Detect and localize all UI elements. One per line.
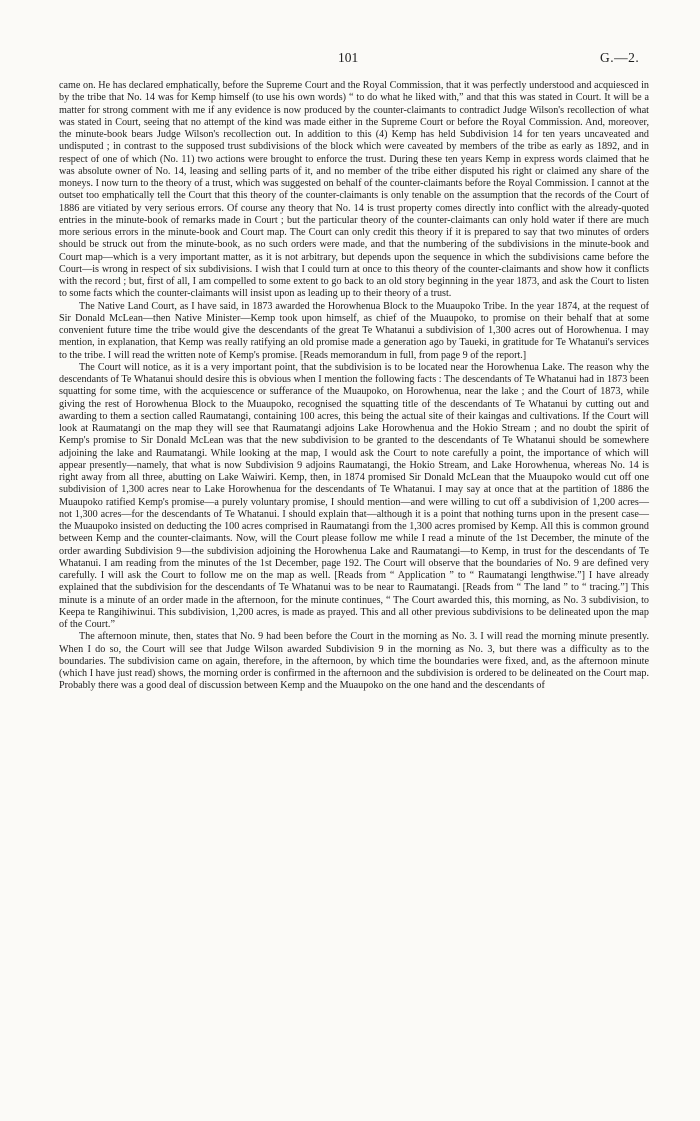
paragraph: The Court will notice, as it is a very important point, that the subdivision is to be located near the Horowhenua Lake. The reason why the descendants of Te Whatanui should desire this is obvious when I mention the following facts : The descendants of Te Whatanui had in 1873 been squatting for some time, with the acquiescence or sufferance of the Muaupoko, on Horowhenua, near the lake ; and the Court of 1873, while giving the rest of Horowhenua Block to the Muaupoko, recognised the squatting title of the descendants of Te Whatanui by cutting out and awarding to them a section called Raumatangi, containing 100 acres, this being the actual site of their kaingas and cultivations. If the Court will look at Raumatangi on the map they will see that Raumatangi adjoins Lake Horowhenua and the Hokio Stream ; and no doubt the spirit of Kemp's promise to Sir Donald McLean was that the new subdivision to be granted to the descendants of Te Whatanui should be somewhere adjoining the lake and Raumatangi. While looking at the map, I would ask the Court to note carefully a point, the importance of which will appear presently—namely, that what is now Subdivision 9 adjoins Raumatangi, the Hokio Stream, and Lake Horowhenua, whereas No. 14 is right away from all three, abutting on Lake Waiwiri. Kemp, then, in 1874 promised Sir Donald McLean that the Muaupoko would cut off one subdivision of 1,300 acres near to Lake Horowhenua for the descendants of Te Whatanui. I may say at once that at the partition of 1886 the Muaupoko ratified Kemp's promise—a purely voluntary promise, I should mention—and were willing to cut off a subdivision of 1,200 acres—not 1,300 acres—for the descendants of Te Whatanui. I should explain that—although it is a point that nothing turns upon in the present case—the Muaupoko insisted on deducting the 100 acres comprised in Raumatangi from the 1,300 acres promised by Kemp. All this is common ground between Kemp and the counter-claimants. Now, will the Court please follow me while I read a minute of the 1st December, the minute of the order awarding Subdivision 9—the subdivision adjoining the Horowhenua Lake and Raumatangi—to Kemp, in trust for the descendants of Te Whatanui. I am reading from the minutes of the 1st December, page 192. The Court will observe that the boundaries of No. 9 are defined very carefully. I will ask the Court to follow me on the map as well. [Reads from “ Application ” to “ Raumatangi lengthwise.”] I have already explained that the subdivision for the descendants of Te Whatanui was to be near to Raumatangi. [Reads from “ The land ” to “ tracing.”] This minute is a minute of an order made in the afternoon, for the minute continues, “ The Court awarded this, this morning, as No. 3 subdivision, to Keepa te Rangihiwinui. This subdivision, 1,200 acres, is made as prayed. This and all other previous subdivisions to be delineated upon the map of the Court.” [59,361,649,630]
page-header [0,50,700,70]
paragraph: The Native Land Court, as I have said, in 1873 awarded the Horowhenua Block to the Muaupoko Tribe. In the year 1874, at the request of Sir Donald McLean—then Native Minister—Kemp took upon himself, as chief of the Muaupoko, to promise on their behalf that at some convenient future time the tribe would give the descendants of the great Te Whatanui a subdivision of 1,300 acres out of Horowhenua. I may mention, in explanation, that Kemp was really ratifying an old promise made a generation ago by Taueki, in gratitude for Te Whatanui's services to the tribe. I will read the written note of Kemp's promise. [Reads memorandum in full, from page 9 of the report.] [59,300,649,361]
page-number: 101 [338,50,359,65]
paragraph: came on. He has declared emphatically, before the Supreme Court and the Royal Commission, that it was perfectly understood and acquiesced in by the tribe that No. 14 was for Kemp himself (to use his own words) “ to do what he liked with,” and that this was stated in Court. It will be a matter for strong comment with me if any evidence is now produced by the counter-claimants to contradict Judge Wilson's recollection of what was stated in Court, seeing that no attempt of the kind was made either in the Supreme Court or before the Royal Commission. And, moreover, the minute-book bears Judge Wilson's recollection out. In addition to this (4) Kemp has held Subdivision 14 for ten years uncaveated and undisputed ; in contrast to the supposed trust subdivisions of the block which were caveated by members of the tribe as early as 1892, and in respect of one of which (No. 11) two actions were brought to enforce the trust. During these ten years Kemp in express words claimed that he was absolute owner of No. 14, leasing and selling parts of it, and no member of the tribe either disputed his right or claimed any share of the moneys. I now turn to the theory of a trust, which was suggested on behalf of the counter-claimants before the Royal Commission. I cannot at the outset too emphatically tell the Court that this theory of the counter-claimants is only tenable on the assumption that the records of the Court of 1886 are vitiated by very serious errors. Of course any theory that No. 14 is trust property comes directly into conflict with the already-quoted entries in the minute-book of remarks made in Court ; but the particular theory of the counter-claimants can only hold water if there are much more serious errors in the minute-book and Court map. The Court can only credit this theory if it is prepared to say that two minutes of orders should be struck out from the minute-book, as no such orders were made, and that the numbering of the subdivisions in the minute-book and Court map—which is a very important matter, as it is not arbitrary, but depends upon the sequence in which the subdivisions came before the Court—is wrong in respect of six subdivisions. I wish that I could turn at once to this theory of the counter-claimants and show how it conflicts with the record ; but, first of all, I am compelled to some extent to go back to an old story beginning in the year 1873, and ask the Court to listen to some facts which the counter-claimants will insist upon as leading up to their theory of a trust. [59,80,649,300]
document-reference: G.—2. [600,50,640,65]
body-text [59,80,649,693]
paragraph: The afternoon minute, then, states that No. 9 had been before the Court in the morning as No. 3. I will read the morning minute presently. When I do so, the Court will see that Judge Wilson awarded Subdivision 9 in the morning as No. 3, but there was a difficulty as to the boundaries. The subdivision came on again, therefore, in the afternoon, by which time the boundaries were fixed, and, as the afternoon minute (which I have just read) shows, the morning order is confirmed in the afternoon and the subdivision is ordered to be delineated on the Court map. Probably there was a good deal of discussion between Kemp and the Muaupoko on the one hand and the descendants of [59,631,649,692]
